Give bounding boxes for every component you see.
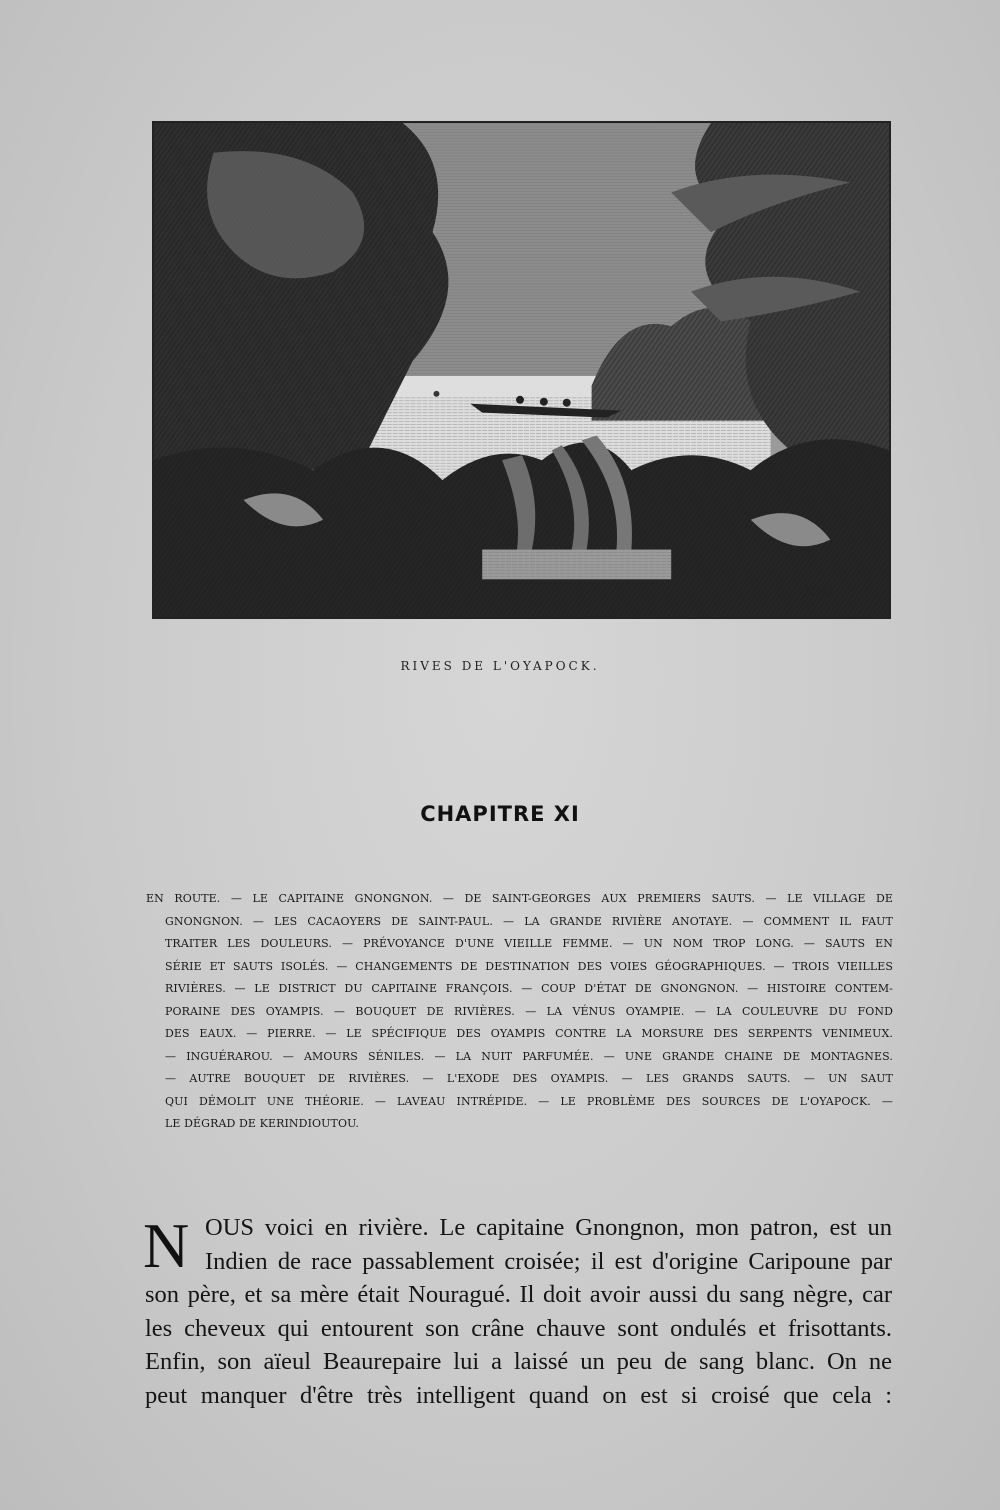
summary-line: GNONGNON. — LES CACAOYERS DE SAINT-PAUL. — LA GRANDE RIVIÈRE ANOTAYE. — COMMENT IL FAUT [165,914,893,928]
body-line: OUS voici en rivière. Le capitaine Gnongnon, mon patron, est un [205,1214,892,1241]
body-text [145,1211,892,1412]
summary-line: RIVIÈRES. — LE DISTRICT DU CAPITAINE FRANÇOIS. — COUP D'ÉTAT DE GNONGNON. — HISTOIRE CONTEM- [165,982,893,995]
chapter-title: CHAPITRE XI [420,802,580,826]
summary-line: — INGUÉRAROU. — AMOURS SÉNILES. — LA NUIT PARFUMÉE. — UNE GRANDE CHAINE DE MONTAGNES. [165,1049,893,1063]
summary-line: TRAITER LES DOULEURS. — PRÉVOYANCE D'UNE VIEILLE FEMME. — UN NOM TROP LONG. — SAUTS EN [165,937,893,950]
drop-cap: N [143,1210,190,1281]
summary-line: SÉRIE ET SAUTS ISOLÉS. — CHANGEMENTS DE DESTINATION DES VOIES GÉOGRAPHIQUES. — TROIS VIEILLES [165,959,893,973]
summary-line: LE DÉGRAD DE KERINDIOUTOU. [165,1117,360,1130]
body-line: peut manquer d'être très intelligent quand on est si croisé que cela : [145,1381,892,1409]
engraver-signature: Hohl [804,585,834,599]
summary-line: QUI DÉMOLIT UNE THÉORIE. — LAVEAU INTRÉPIDE. — LE PROBLÈME DES SOURCES DE L'OYAPOCK. — [165,1094,893,1108]
summary-line: — AUTRE BOUQUET DE RIVIÈRES. — L'EXODE DES OYAMPIS. — LES GRANDS SAUTS. — UN SAUT [165,1072,893,1085]
figure-caption: RIVES DE L'OYAPOCK. [400,659,600,673]
summary-line: EN ROUTE. — LE CAPITAINE GNONGNON. — DE SAINT-GEORGES AUX PREMIERS SAUTS. — LE VILLAGE DE [146,892,893,905]
engraving-drawing [154,123,889,617]
body-line: Indien de race passablement croisée; il est d'origine Caripoune par [205,1247,892,1275]
body-line: son père, et sa mère était Nouragué. Il doit avoir aussi du sang nègre, car [145,1281,892,1308]
summary-line: DES EAUX. — PIERRE. — LE SPÉCIFIQUE DES OYAMPIS CONTRE LA MORSURE DES SERPENTS VENIMEUX. [165,1027,893,1040]
river-bank-engraving [152,121,891,619]
chapter-summary [146,888,893,1136]
body-line: Enfin, son aïeul Beaurepaire lui a laissé un peu de sang blanc. On ne [145,1348,892,1375]
summary-line: PORAINE DES OYAMPIS. — BOUQUET DE RIVIÈRES. — LA VÉNUS OYAMPIE. — LA COULEUVRE DU FOND [165,1004,893,1018]
body-line: les cheveux qui entourent son crâne chauve sont ondulés et frisottants. [145,1314,892,1342]
